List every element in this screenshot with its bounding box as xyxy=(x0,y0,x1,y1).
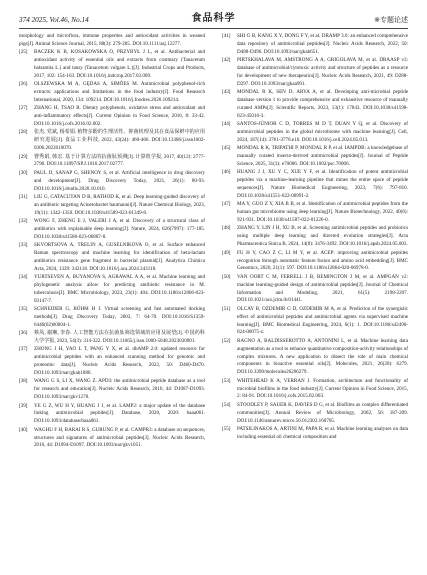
reference-number: [25] xyxy=(19,49,28,56)
reference-number: [42] xyxy=(222,57,231,64)
reference-text: 蔡凤, 谢琳, 李春. 人工智能方法在抗菌肽筛选领域的应用及展望[J]. 中国药科大学学报, 2023, 54(3): 314-322. DOI:10.11665/j.issn.1000-5048.2023030901. xyxy=(34,330,205,345)
reference-text: YURTSEVEN A, BUYANOVA S, AGRAWAL A A, et al. Machine learning and phylogenetic analysis allow for predicting antibiotic resistance in M. tuberculosis[J]. BMC Microbiology, 2023, 23(1): 404. DOI:10.1186/s12866-023-03147-7. xyxy=(34,274,205,304)
reference-number: [32] xyxy=(19,217,28,224)
reference-text: MONDAL R K, SEN D, ARYA A, et al. Developing anti-microbial peptide database version 1 to provide comprehensive and exhaustive resource of manually curated AMPs[J]. Scientific Reports, 2023, 13(1): 17843. DOI:10.1038/s41598-023-45016-3. xyxy=(237,89,408,119)
reference-text: morphology and microflora, immune properties and antioxidant activities in weaned pigs[J]. Animal Science Journal, 2015, 88(3): 279-285. DOI:10.1111/asj.12277. xyxy=(19,33,205,47)
reference-entry xyxy=(222,338,408,378)
reference-entry xyxy=(19,346,205,378)
reference-entry xyxy=(19,427,205,451)
reference-number: [31] xyxy=(19,193,28,200)
reference-entry xyxy=(19,194,205,218)
reference-entry xyxy=(19,330,205,346)
page-header xyxy=(19,14,408,26)
reference-entry xyxy=(19,81,205,105)
reference-entry xyxy=(222,169,408,201)
reference-number: [54] xyxy=(222,401,231,408)
reference-number: [43] xyxy=(222,89,231,96)
reference-entry xyxy=(19,49,205,81)
reference-text: SANTOS-JÚNIOR C D, TORRES M D T, DUAN Y Q, et al. Discovery of antimicrobial peptides in the global microbiome with machine learning[J]. Cell, 2024, 187(14): 3761-3778.e16. DOI:10.1016/j.cell.2024.05.013. xyxy=(237,121,408,143)
reference-entry xyxy=(222,426,408,442)
reference-entry xyxy=(19,242,205,274)
reference-entry xyxy=(19,105,205,129)
reference-number: [36] xyxy=(19,330,28,337)
reference-entry xyxy=(222,145,408,169)
reference-number: [37] xyxy=(19,346,28,353)
reference-number: [27] xyxy=(19,105,28,112)
reference-entry xyxy=(222,250,408,274)
reference-number: [28] xyxy=(19,129,28,136)
reference-number: [49] xyxy=(222,249,231,256)
reference-text: ZHANG Y, LIN J H, XU B, et al. Screening antimicrobial peptides and probiotics using multiple deep learning and directed evolution strategies[J]. Acta Pharmaceutica Sinica B, 2024, 14(8): 3476-3492. DOI:10.1016/j.apsb.2024.05.003. xyxy=(237,225,408,248)
reference-number: [47] xyxy=(222,201,231,208)
reference-text: ZHONG J H, YAO L T, PANG Y X, et al. dbAMP 2.0: updated resource for antimicrobial peptides with an enhanced scanning method for genomic and proteomic data[J]. Nucleic Acids Research, 2022, 50: D460-D470. DOI:10.1093/nar/gkab1080. xyxy=(34,346,205,377)
reference-text: 张杰, 党斌, 杨希娟. 植物多酚的生理活性、抑菌机理及其在食品保鲜中的应用研究进展[J]. 食品工业科技, 2022, 43(24): 460-466. DOI:10.13386/j.issn1002-0306.2022010070. xyxy=(34,129,205,152)
reference-entry xyxy=(19,403,205,427)
reference-text: WONG F, ZHENG E J, VALERI J A, et al. Discovery of a structural class of antibiotics with explainable deep learning[J]. Nature, 2024, 626(7997): 177-185. DOI:10.1038/s41586-023-06887-8. xyxy=(34,217,205,240)
reference-entry xyxy=(222,33,408,57)
reference-entry xyxy=(222,89,408,121)
reference-text: STOODLEY P, SAUER K, DAVIES D G, et al. Biofilms as complex differentiated communities[J]. Annual Review of Microbiology, 2002, 56: 187-209. DOI:10.1146/annurev.micro.56.012302.160705. xyxy=(237,401,408,424)
reference-entry xyxy=(19,218,205,242)
section-label: ※专题论述 xyxy=(374,16,408,24)
reference-text: WANG G S, LI X, WANG Z. APD3: the antimicrobial peptide database as a tool for research and education[J]. Nucleic Acids Research, 2016, 44: D1087-D1093. DOI:10.1093/nar/gkv1278. xyxy=(34,378,205,401)
reference-number: [55] xyxy=(222,425,231,432)
reference-entry xyxy=(222,57,408,89)
reference-text: PAUL D, SANAP G, SHENOY S, et al. Artificial intelligence in drug discovery and development[J]. Drug Discovery Today, 2021, 26(1): 80-93. DOI:10.1016/j.drudis.2020.10.010. xyxy=(34,169,205,192)
reference-number: [48] xyxy=(222,225,231,232)
reference-text: SCHNEIDER G, BÖHM H J. Virtual screening and fast automated docking methods[J]. Drug Discovery Today, 2002, 7: 64-70. DOI:10.1016/S1359-6446(02)00004-1. xyxy=(34,306,205,328)
reference-number: [46] xyxy=(222,169,231,176)
reference-number: [39] xyxy=(19,402,28,409)
reference-text: RAGNO A, BALDISSEROTTO A, ANTONINI L, et al. Machine learning data augmentation as a tool to enhance quantitative composition-activity relationships of complex mixtures. A new application to dissect the role of main chemical components in bioactive essential oils[J]. Molecules, 2021, 26(20): 6279. DOI:10.3390/molecules26206279. xyxy=(237,337,408,376)
reference-number: [30] xyxy=(19,169,28,176)
reference-text: SHI G B, KANG X Y, DONG F Y, et al. DRAMP 3.0: an enhanced comprehensive data repository of antimicrobial peptides[J]. Nucleic Acids Research, 2022, 50: D488-D496. DOI:10.1093/nar/gkab651. xyxy=(237,33,408,55)
header-rule xyxy=(19,28,408,29)
reference-number: [50] xyxy=(222,273,231,280)
reference-text: WHITEHEAD K A, VERRAN J. Formation, architecture and functionality of microbial biofilms in the food industry[J]. Current Opinion in Food Science, 2015, 2: 84-91. DOI:10.1016/j.cofs.2015.02.003. xyxy=(237,377,408,400)
reference-entry xyxy=(222,274,408,306)
reference-text: OLSZEWSKA M A, GĘDAS A, SIMÕES M. Antimicrobial polyphenol-rich extracts: applications and limitations in the food industry[J]. Food Research International, 2020, 134: 109214. DOI:10.1016/j.foodres.2020.109214. xyxy=(34,81,205,104)
reference-text: VAN OORT C M, FERRELL J B, REMINGTON J M, et al. AMPGAN v2: machine learning-guided design of antimicrobial peptides[J]. Journal of Chemical Information and Modeling, 2021, 61(5): 2198-2207. DOI:10.1021/acs.jcim.0c01441. xyxy=(237,273,408,304)
reference-number: [35] xyxy=(19,306,28,313)
reference-entry xyxy=(19,274,205,306)
reference-text: SKVORTSOVA A, TRELIN A, GUSELNIKOVA O, et al. Surface enhanced Raman spectroscopy and machine learning for identification of beta-lactam antibiotics resistance gene fragment in bacterial plasmid[J]. Analytica Chimica Acta, 2024, 1329: 343118. DOI:10.1016/j.aca.2024.343118. xyxy=(34,242,205,272)
reference-text: PATSILINAKOS A, ARTINI M, PAPA R, et al. Machine learning analyses on data including essential oil chemical composition and xyxy=(237,425,408,440)
page-number-volume: 374 2025, Vol.46, No.14 xyxy=(19,16,89,24)
reference-text: ZHANG H, TSAO R. Dietary polyphenols, oxidative stress and antioxidant and anti-inflammatory effects[J]. Current Opinion in Food Science, 2016, 8: 33-42. DOI:10.1016/j.cofs.2016.02.002. xyxy=(34,105,205,128)
journal-title: 食品科学 xyxy=(191,13,236,24)
reference-number: [45] xyxy=(222,145,231,152)
references-column-right xyxy=(222,33,408,442)
reference-entry xyxy=(222,121,408,145)
reference-number: [40] xyxy=(19,426,28,433)
reference-entry xyxy=(19,33,205,49)
reference-text: HUANG J J, XU Y C, XUE Y F, et al. Identification of potent antimicrobial peptides via a machine-learning pipeline that mines the entire space of peptide sequences[J]. Nature Biomedical Engineering, 2023, 7(6): 797-810. DOI:10.1038/s41551-022-00991-2. xyxy=(237,169,408,200)
reference-number: [29] xyxy=(19,153,28,160)
reference-entry xyxy=(222,378,408,402)
reference-text: WAGHU F H, BARAI R S, GURUNG P, et al. CAMPR3: a database on sequences, structures and signatures of antimicrobial peptides[J]. Nucleic Acids Research, 2016, 44: D1094-D1097. DOI:10.1093/nar/gkv1051. xyxy=(34,426,205,449)
reference-number: [41] xyxy=(222,33,231,39)
reference-entry xyxy=(222,201,408,225)
reference-number: [26] xyxy=(19,81,28,88)
reference-text: PIRTSKHALAVA M, AMSTRONG A A, GRIGOLAVA M, et al. DBAASP v3: database of antimicrobial/cytotoxic activity and structure of peptides as a resource for development of new therapeutics[J]. Nucleic Acids Research, 2021, 49: D288-D297. DOI:10.1093/nar/gkaa991. xyxy=(237,57,408,87)
reference-number: [33] xyxy=(19,242,28,249)
reference-entry xyxy=(19,170,205,194)
reference-number: [44] xyxy=(222,121,231,128)
reference-text: 曹秀娟, 韩宏. 基于计算方法的抗菌肽预测[J]. 计算机学报, 2017, 40(12): 2777-2796. DOI:10.11897/SP.J.1016.2017.02777. xyxy=(34,153,205,168)
reference-number: [38] xyxy=(19,378,28,385)
reference-text: MONDAL R K, TRIPATHI P, MONDAL R P, et al. IAMPDB: a knowledgebase of manually curated insecto-derived antimicrobial peptides[J]. Journal of Peptide Science, 2025, 31(3): e70006. DOI:10.1002/psc.70006. xyxy=(237,145,408,168)
reference-entry xyxy=(19,129,205,153)
reference-text: LIU G, CATACUTAN D B, RATHOD K, et al. Deep learning-guided discovery of an antibiotic targeting Acinetobacter baumannii[J]. Nature Chemical Biology, 2023, 19(11): 1342-1350. DOI:10.1038/s41589-023-01349-8. xyxy=(34,193,205,216)
references-column-left xyxy=(19,33,205,451)
reference-number: [52] xyxy=(222,337,231,344)
reference-entry xyxy=(222,225,408,249)
reference-entry xyxy=(222,306,408,338)
reference-number: [53] xyxy=(222,377,231,384)
reference-text: FU H Y, CAO Z C, LI M Y, et al. ACEP: improving antimicrobial peptides recognition through automatic feature fusion and amino acid embedding[J]. BMC Genomics, 2020, 21(1): 597. DOI:10.1186/s12864-020-06978-0. xyxy=(237,249,408,272)
reference-entry xyxy=(19,306,205,330)
reference-entry xyxy=(19,378,205,402)
reference-entry xyxy=(222,402,408,426)
reference-text: BACZEK K B, KOSAKOWSKA O, PRZYBYŁ J L, et al. Antibacterial and antioxidant activity of essential oils and extracts from costmary (Tanacetum balsamita L.) and tansy (Tanacetum vulgare L.)[J]. Industrial Crops and Products, 2017, 102: 154-163. DOI:10.1016/j.indcrop.2017.03.009. xyxy=(34,49,205,79)
reference-text: YE G Z, WU H Y, HUANG J J, et al. LAMP2: a major update of the database linking antimicrobial peptides[J]. Database, 2020, 2020: baaa061. DOI:10.1093/database/baaa061. xyxy=(34,402,205,425)
reference-text: MA Y, GUO Z Y, XIA B B, et al. Identification of antimicrobial peptides from the human gut microbiome using deep learning[J]. Nature Biotechnology, 2022, 40(6): 921-931. DOI:10.1038/s41587-022-01226-0. xyxy=(237,201,408,224)
reference-number: [34] xyxy=(19,274,28,281)
reference-entry xyxy=(19,154,205,170)
reference-number: [51] xyxy=(222,305,231,312)
reference-text: OLCAY B, OZDEMIR G D, OZDEMIR M A, et al. Prediction of the synergistic effect of antimicrobial peptides and antimicrobial agents via supervised machine learning[J]. BMC Biomedical Engineering, 2024, 6(1): 1. DOI:10.1186/s42490-024-00075-z. xyxy=(237,305,408,336)
